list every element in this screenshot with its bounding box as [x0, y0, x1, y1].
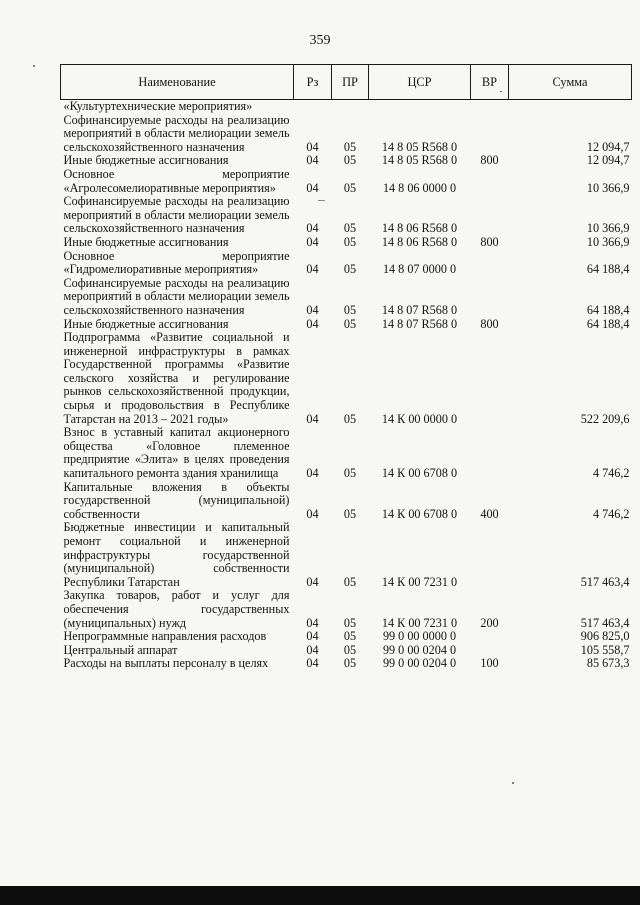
table-row [61, 331, 632, 426]
cell-vr: 800 [480, 234, 499, 249]
table-row [61, 195, 632, 236]
cell-vr [471, 277, 509, 318]
cell-vr [471, 250, 509, 277]
cell-vr [471, 168, 509, 195]
cell-vr: 100 [480, 656, 499, 671]
cell-rz: 04 [306, 234, 319, 249]
cell-pr: 05 [343, 316, 357, 331]
table-row [61, 481, 632, 522]
header-rz: Рз [294, 65, 332, 100]
cell-rz: 04 [306, 629, 319, 644]
cell-sum: 12 094,7 [586, 139, 630, 154]
cell-pr: 05 [343, 642, 357, 657]
cell-rz: 04 [306, 139, 319, 154]
scan-bottom-border [0, 886, 640, 905]
header-vr: ВР [471, 65, 509, 100]
table-row [61, 154, 632, 168]
table-row [61, 630, 632, 644]
cell-csr: 14 8 07 0000 0 [382, 262, 457, 277]
table-row [61, 521, 632, 589]
cell-pr: 05 [343, 302, 357, 317]
cell-csr: 99 0 00 0204 0 [382, 642, 457, 657]
cell-name: Софинансируемые расходы на реализацию мероприятий в области мелиорации земель сельскохозяйственного назначения [63, 112, 290, 154]
scan-speck [512, 782, 514, 784]
cell-pr: 05 [343, 656, 357, 671]
header-name: Наименование [61, 65, 294, 100]
cell-name: Взнос в уставный капитал акционерного общества «Головное племенное предприятие «Элита» в целях проведения капитального ремонта здания хранилища [63, 425, 290, 481]
table-row [61, 644, 632, 658]
header-csr: ЦСР [369, 65, 471, 100]
cell-sum: 105 558,7 [580, 642, 630, 657]
cell-pr: 05 [343, 234, 357, 249]
cell-pr: 05 [343, 615, 357, 630]
cell-rz: 04 [306, 180, 319, 195]
cell-csr [369, 100, 471, 114]
cell-sum: 10 366,9 [586, 221, 630, 236]
cell-rz [294, 100, 332, 114]
cell-name: Подпрограмма «Развитие социальной и инженерной инфраструктуры в рамках Государственной программы «Развитие сельского хозяйства и регулирование рынков сельскохозяйственной продукции, сырья и продовольствия в Республике Татарстан на 2013 – 2021 годы» [63, 330, 290, 426]
cell-sum: 85 673,3 [586, 656, 630, 671]
table-row [61, 657, 632, 671]
cell-name: Иные бюджетные ассигнования [63, 153, 229, 168]
budget-table [60, 64, 632, 671]
scan-speck [318, 200, 325, 201]
cell-sum [509, 100, 632, 114]
cell-rz: 04 [306, 466, 319, 481]
cell-vr: 800 [480, 316, 499, 331]
cell-sum: 517 463,4 [580, 574, 630, 589]
cell-sum: 906 825,0 [580, 629, 630, 644]
cell-sum: 12 094,7 [586, 153, 630, 168]
scan-speck [500, 91, 502, 92]
cell-sum: 64 188,4 [586, 316, 630, 331]
cell-sum: 4 746,2 [592, 506, 630, 521]
cell-pr: 05 [343, 153, 357, 168]
cell-csr: 99 0 00 0000 0 [382, 629, 457, 644]
cell-sum: 64 188,4 [586, 262, 630, 277]
table-header-row [61, 65, 632, 100]
cell-vr [471, 331, 509, 426]
cell-vr [471, 100, 509, 114]
cell-name: Софинансируемые расходы на реализацию мероприятий в области мелиорации земель сельскохозяйственного назначения [63, 194, 290, 236]
cell-pr: 05 [343, 221, 357, 236]
table-row [61, 100, 632, 114]
table-row [61, 426, 632, 480]
cell-sum: 64 188,4 [586, 302, 630, 317]
cell-name: Центральный аппарат [63, 642, 178, 657]
cell-sum: 4 746,2 [592, 466, 630, 481]
cell-name: Непрограммные направления расходов [63, 629, 267, 644]
cell-csr: 14 8 05 R568 0 [381, 153, 458, 168]
cell-name: Бюджетные инвестиции и капитальный ремонт социальной и инженерной инфраструктуры государственной (муниципальной) собственности Республики Татарстан [63, 520, 290, 589]
cell-rz: 04 [306, 642, 319, 657]
table-row [61, 277, 632, 318]
table-row [61, 250, 632, 277]
cell-rz: 04 [306, 615, 319, 630]
cell-csr: 99 0 00 0204 0 [382, 656, 457, 671]
cell-vr [471, 630, 509, 644]
cell-vr: 200 [480, 615, 499, 630]
cell-sum: 10 366,9 [586, 234, 630, 249]
cell-csr: 14 8 07 R568 0 [381, 316, 458, 331]
cell-pr: 05 [343, 411, 357, 426]
cell-pr: 05 [343, 139, 357, 154]
cell-csr: 14 К 00 7231 0 [381, 615, 458, 630]
cell-pr: 05 [343, 629, 357, 644]
header-pr: ПР [332, 65, 369, 100]
cell-csr: 14 8 07 R568 0 [381, 302, 458, 317]
cell-rz: 04 [306, 316, 319, 331]
cell-vr: 400 [480, 506, 499, 521]
cell-name: Иные бюджетные ассигнования [63, 234, 229, 249]
cell-rz: 04 [306, 411, 319, 426]
header-sum: Сумма [509, 65, 632, 100]
table-row [61, 589, 632, 630]
cell-vr [471, 644, 509, 658]
cell-rz: 04 [306, 506, 319, 521]
cell-rz: 04 [306, 153, 319, 168]
cell-csr: 14 8 06 R568 0 [381, 234, 458, 249]
cell-name: Иные бюджетные ассигнования [63, 316, 229, 331]
page-number: 359 [309, 33, 331, 48]
cell-pr: 05 [343, 574, 357, 589]
table-body [61, 100, 632, 671]
cell-rz: 04 [306, 574, 319, 589]
cell-name: Капитальные вложения в объекты государственной (муниципальной) собственности [63, 479, 290, 521]
cell-name: Расходы на выплаты персоналу в целях [63, 656, 269, 671]
cell-vr [471, 521, 509, 589]
table-row [61, 236, 632, 250]
cell-name: «Культуртехнические мероприятия» [63, 99, 253, 113]
cell-vr [471, 195, 509, 236]
cell-rz: 04 [306, 262, 319, 277]
table-row [61, 114, 632, 155]
cell-rz: 04 [306, 302, 319, 317]
cell-name: Софинансируемые расходы на реализацию мероприятий в области мелиорации земель сельскохозяйственного назначения [63, 275, 290, 317]
cell-sum: 522 209,6 [580, 411, 630, 426]
cell-rz: 04 [306, 656, 319, 671]
cell-pr [332, 100, 369, 114]
cell-vr [471, 426, 509, 480]
cell-csr: 14 8 05 R568 0 [381, 139, 458, 154]
cell-csr: 14 8 06 0000 0 [382, 180, 457, 195]
cell-name: Закупка товаров, работ и услуг для обеспечения государственных (муниципальных) нужд [63, 588, 290, 630]
cell-pr: 05 [343, 262, 357, 277]
cell-sum: 517 463,4 [580, 615, 630, 630]
cell-csr: 14 К 00 0000 0 [381, 411, 458, 426]
cell-csr: 14 К 00 6708 0 [381, 466, 458, 481]
cell-pr: 05 [343, 180, 357, 195]
cell-csr: 14 8 06 R568 0 [381, 221, 458, 236]
cell-name: Основное мероприятие «Агролесомелиоративные мероприятия» [63, 166, 290, 195]
scan-speck [33, 65, 35, 67]
cell-vr [471, 114, 509, 155]
table-row [61, 318, 632, 332]
cell-name: Основное мероприятие «Гидромелиоративные мероприятия» [63, 248, 290, 277]
cell-pr: 05 [343, 466, 357, 481]
cell-sum: 10 366,9 [586, 180, 630, 195]
cell-pr: 05 [343, 506, 357, 521]
cell-csr: 14 К 00 6708 0 [381, 506, 458, 521]
cell-csr: 14 К 00 7231 0 [381, 574, 458, 589]
cell-vr: 800 [480, 153, 499, 168]
table-row [61, 168, 632, 195]
cell-rz: 04 [306, 221, 319, 236]
